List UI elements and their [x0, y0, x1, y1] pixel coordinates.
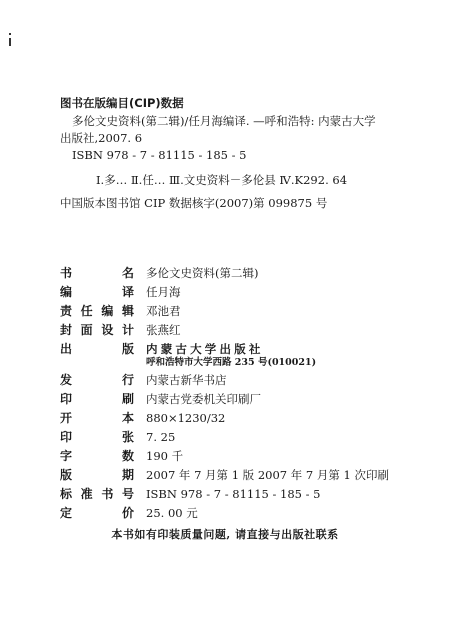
info-label-char: 编	[60, 284, 73, 299]
info-value-text: 内蒙古党委机关印刷厂	[146, 392, 261, 407]
info-label-char: 译	[121, 284, 134, 299]
edge-mark	[9, 33, 11, 35]
info-label	[60, 449, 134, 464]
info-label-char: 书	[60, 266, 73, 280]
info-label	[60, 487, 134, 502]
info-row	[60, 506, 440, 521]
cip-line-classification: Ⅰ.多… Ⅱ.任… Ⅲ.文史资料－多伦县 Ⅳ.K292. 64	[96, 173, 348, 187]
info-value	[146, 487, 440, 502]
info-row	[60, 323, 440, 338]
info-value	[146, 342, 440, 370]
info-label	[60, 506, 134, 521]
info-value-text: 多伦文史资料(第二辑)	[146, 266, 259, 280]
info-label-char: 准	[80, 486, 93, 501]
info-row	[60, 266, 440, 281]
cip-line-publisher: 出版社,2007. 6	[60, 131, 143, 145]
publisher-address: 呼和浩特市大学西路 235 号(010021)	[146, 357, 317, 369]
info-label-char: 版	[121, 341, 134, 356]
info-value	[146, 373, 440, 388]
info-row	[60, 449, 440, 464]
info-value	[146, 285, 440, 300]
info-value-text: 2007 年 7 月第 1 版 2007 年 7 月第 1 次印刷	[146, 467, 390, 482]
info-label-char: 版	[60, 467, 73, 482]
cip-line-record-number: 中国版本图书馆 CIP 数据核字(2007)第 099875 号	[60, 196, 328, 210]
info-value	[146, 323, 440, 338]
info-value	[146, 304, 440, 319]
info-label-char: 开	[60, 411, 73, 426]
info-label-char: 数	[121, 449, 134, 464]
info-label-char: 本	[121, 411, 134, 426]
info-row	[60, 392, 440, 407]
info-value-text: 内蒙古新华书店	[146, 373, 227, 388]
info-label-char: 标	[60, 486, 73, 501]
info-label-char: 号	[121, 486, 134, 501]
info-label	[60, 304, 134, 319]
info-value-text: 190 千	[146, 449, 184, 464]
info-label-char: 印	[60, 392, 73, 407]
info-row	[60, 342, 440, 370]
info-label	[60, 430, 134, 445]
info-value	[146, 392, 440, 407]
info-label-char: 任	[80, 303, 93, 318]
info-label-char: 期	[121, 467, 134, 482]
info-label-char: 刷	[121, 392, 134, 407]
info-value	[146, 430, 440, 445]
quality-notice: 本书如有印装质量问题, 请直接与出版社联系	[111, 528, 339, 541]
info-label-char: 出	[60, 341, 73, 356]
info-value	[146, 449, 440, 464]
info-label-char: 张	[121, 430, 134, 445]
info-label-char: 价	[121, 505, 134, 520]
info-label	[60, 392, 134, 407]
publication-info	[60, 266, 440, 525]
info-value-text: ISBN 978 - 7 - 81115 - 185 - 5	[146, 486, 321, 501]
info-value-text: 张燕红	[146, 322, 181, 337]
info-label-char: 印	[60, 430, 73, 445]
info-value-text: 7. 25	[146, 430, 176, 445]
info-label-char: 设	[101, 322, 114, 337]
info-label-char: 行	[121, 373, 134, 388]
info-row	[60, 468, 440, 483]
info-label-char: 书	[101, 486, 114, 501]
info-value-text: 邓池君	[146, 303, 181, 318]
info-row	[60, 430, 440, 445]
info-label-char: 发	[60, 373, 73, 388]
info-value-text: 880×1230/32	[146, 411, 226, 426]
info-label	[60, 373, 134, 388]
info-label	[60, 411, 134, 426]
info-label-char: 面	[80, 322, 93, 337]
info-value-text: 内蒙古大学出版社	[146, 341, 264, 356]
info-value	[146, 468, 440, 483]
info-label-char: 编	[101, 303, 114, 318]
info-label-char: 计	[121, 322, 134, 337]
info-row	[60, 304, 440, 319]
info-label	[60, 342, 134, 357]
cip-line-isbn: ISBN 978 - 7 - 81115 - 185 - 5	[72, 148, 247, 162]
info-label-char: 定	[60, 505, 73, 520]
info-label-char: 封	[60, 322, 73, 337]
cip-block	[60, 95, 430, 212]
info-value	[146, 506, 440, 521]
info-label	[60, 323, 134, 338]
cip-line-title-author: 多伦文史资料(第二辑)/任月海编译. —呼和浩特: 内蒙古大学	[72, 114, 376, 128]
edge-mark	[9, 38, 11, 46]
cip-title: 图书在版编目(CIP)数据	[60, 96, 184, 110]
info-value-text: 任月海	[146, 284, 181, 299]
info-row	[60, 411, 440, 426]
info-row	[60, 487, 440, 502]
info-label	[60, 285, 134, 300]
info-label	[60, 468, 134, 483]
info-label	[60, 266, 134, 281]
info-row	[60, 285, 440, 300]
info-label-char: 责	[60, 303, 73, 318]
info-label-char: 字	[60, 449, 73, 464]
info-label-char: 名	[121, 266, 134, 280]
info-label-char: 辑	[121, 303, 134, 318]
info-value	[146, 266, 440, 281]
info-value	[146, 411, 440, 426]
info-row	[60, 373, 440, 388]
info-value-text: 25. 00 元	[146, 505, 198, 520]
